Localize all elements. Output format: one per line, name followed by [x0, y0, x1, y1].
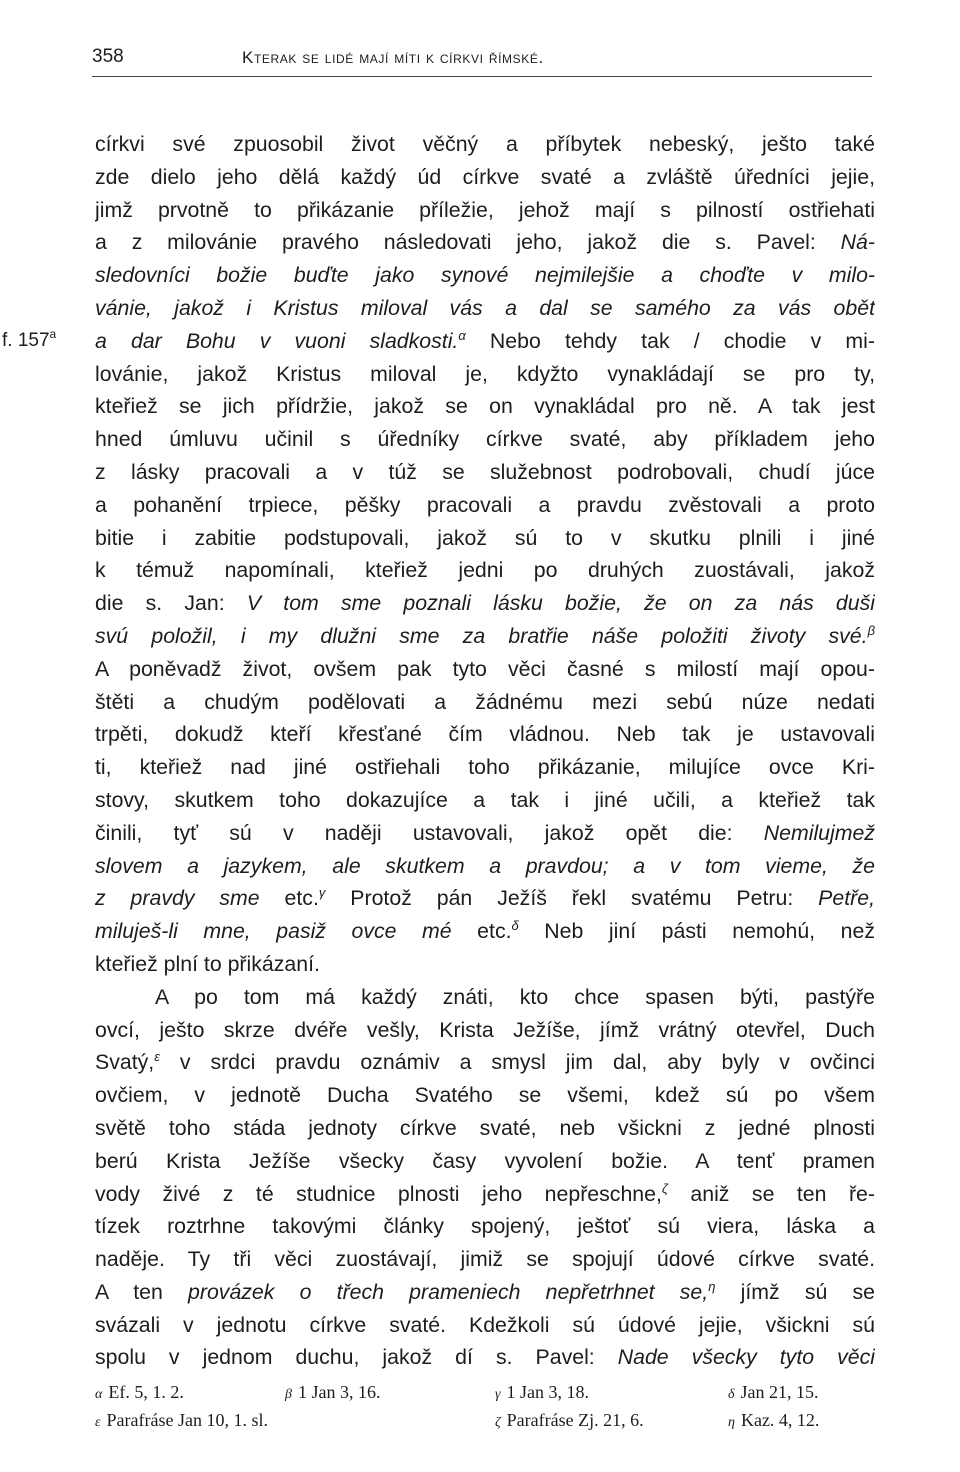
folio-side: a	[49, 326, 57, 341]
italic-quote: Nade všecky tyto věci	[617, 1345, 875, 1370]
footnote-marker: η	[708, 1278, 716, 1294]
text-run: naděje. Ty tři věci zuostávají, jimiž se spojují údové církve svaté.	[95, 1247, 875, 1272]
text-line	[95, 259, 875, 292]
footnote-marker: α	[458, 327, 466, 343]
italic-quote: provázek o třech prameniech nepřetrhnet se,	[188, 1279, 709, 1304]
text-line	[95, 226, 875, 259]
text-line	[95, 915, 875, 948]
text-line	[95, 554, 875, 587]
text-run: zde dielo jeho dělá každý úd církve svaté a zvláště úředníci jejie,	[95, 164, 875, 189]
italic-quote: svú položil, i my dlužni sme za bratřie náše položiti životy své.	[95, 623, 868, 648]
footnote-row	[95, 1378, 870, 1406]
italic-quote: a dar Bohu v vuoni sladkosti.	[95, 328, 459, 353]
text-run: bitie i zabitie podstupovali, jakož sú to v skutku plnili i jiné	[95, 525, 875, 550]
text-run: tízek roztrhne takovými články spojený, ještoť sú viera, láska a	[95, 1214, 875, 1239]
text-run: die s. Jan:	[95, 591, 247, 616]
text-run: hned úmluvu učinil s úředníky církve svaté, aby příkladem jeho	[95, 427, 875, 452]
footnote: η Kaz. 4, 12.	[728, 1410, 820, 1430]
text-line	[95, 161, 875, 194]
folio-number: f. 157	[2, 329, 50, 351]
text-run: štěti a chudým podělovati a žádnému mezi sebú núze nedati	[95, 689, 875, 714]
text-run: kteřiež plní to přikázaní.	[95, 951, 320, 976]
text-line	[95, 390, 875, 423]
footnote-marker: δ	[511, 918, 519, 934]
text-line	[95, 1210, 875, 1243]
text-line	[95, 948, 875, 981]
text-line	[95, 850, 875, 883]
text-run: spolu v jednom duchu, jakož dí s. Pavel:	[95, 1345, 618, 1370]
text-run: činili, tyť sú v naději ustavovali, jakož opět die:	[95, 820, 764, 845]
text-run: A poněvadž život, ovšem pak tyto věci časné s milostí mají opou-	[95, 656, 875, 681]
italic-quote: sledovníci božie buďte jako synové nejmilejšie a choďte v milo-	[95, 263, 875, 288]
footnote: ε Parafráse Jan 10, 1. sl.	[95, 1410, 268, 1430]
text-run: berú Krista Ježíše všecky časy vyvolení božie. A tenť pramen	[95, 1148, 875, 1173]
text-run: jímž sú se	[715, 1279, 875, 1304]
text-line	[95, 718, 875, 751]
italic-quote: Ná-	[840, 230, 875, 255]
text-line	[95, 1276, 875, 1309]
text-line	[95, 751, 875, 784]
text-run: vody živé z té studnice plnosti jeho nepřeschne,	[95, 1181, 662, 1206]
italic-quote: slovem a jazykem, ale skutkem a pravdou; a v tom vieme, že	[95, 853, 875, 878]
text-run: lovánie, jakož Kristus miloval je, kdyžto vynakládají se pro ty,	[95, 361, 875, 386]
header-rule	[92, 76, 872, 77]
text-line	[95, 1112, 875, 1145]
footnote-marker: γ	[318, 885, 326, 901]
italic-quote: V tom sme poznali lásku božie, že on za nás duši	[246, 591, 875, 616]
text-line	[95, 358, 875, 391]
text-run: a z milovánie pravého následovati jeho, jakož die s. Pavel:	[95, 230, 841, 255]
text-run: etc.	[259, 886, 319, 911]
text-run: stovy, skutkem toho dokazujíce a tak i jiné učili, a kteřiež tak	[95, 787, 875, 812]
text-run: církvi své zpuosobil život věčný a příbytek nebeský, ješto také	[95, 132, 875, 156]
folio-margin-note	[2, 325, 56, 359]
text-run: ovcí, ješto skrze dvéře vešly, Krista Ježíše, jímž vrátný otevřel, Duch	[95, 1017, 875, 1042]
text-run: k témuž napomínali, kteřiež jedni po druhých zuostávali, jakož	[95, 558, 875, 583]
text-line	[95, 1046, 875, 1079]
text-line	[95, 653, 875, 686]
text-run: ovčiem, v jednotě Ducha Svatého se všemi, kdež sú po všem	[95, 1083, 875, 1108]
text-line	[95, 686, 875, 719]
text-run: a pohanění trpiece, pěšky pracovali a pravdu zvěstovali a proto	[95, 492, 875, 517]
text-run: Svatý,	[95, 1050, 155, 1075]
text-run: v srdci pravdu oznámiv a smysl jim dal, aby byly v ovčinci	[159, 1050, 875, 1075]
text-line	[95, 882, 875, 915]
footnote-marker: β	[867, 622, 875, 638]
text-line	[95, 784, 875, 817]
page-header	[92, 40, 872, 76]
italic-quote: miluješ-li mne, pasiž ovce mé	[95, 919, 452, 944]
text-line	[95, 981, 875, 1014]
footnote: β 1 Jan 3, 16.	[285, 1382, 381, 1402]
text-line	[95, 1243, 875, 1276]
text-run: světě toho stáda jednoty církve svaté, neb všickni z jedné plnosti	[95, 1115, 875, 1140]
text-run: A po tom má každý znáti, kto chce spasen býti, pastýře	[155, 984, 875, 1009]
text-line	[95, 1309, 875, 1342]
footnote: ζ Parafráse Zj. 21, 6.	[495, 1410, 644, 1430]
text-run: svázali v jednotu církve svaté. Kdežkoli sú údové jejie, všickni sú	[95, 1312, 875, 1337]
text-line	[95, 817, 875, 850]
text-line	[95, 128, 875, 161]
footnote-marker: ζ	[661, 1180, 668, 1196]
page-number: 358	[92, 46, 124, 67]
text-line	[95, 1178, 875, 1211]
text-run: kteřiež se jich přídržie, jakož se on vynakládal pro ně. A tak jest	[95, 394, 875, 419]
text-line	[95, 194, 875, 227]
text-line	[95, 489, 875, 522]
italic-quote: Petře,	[818, 886, 875, 911]
text-run: Protož pán Ježíš řekl svatému Petru:	[325, 886, 819, 911]
italic-quote: Nemilujmež	[763, 820, 875, 845]
italic-quote: vánie, jakož i Kristus miloval vás a dal se samého za vás obět	[95, 295, 875, 320]
text-line	[95, 620, 875, 653]
footnote: α Ef. 5, 1. 2.	[95, 1382, 184, 1402]
text-run: A ten	[95, 1279, 189, 1304]
text-line	[95, 1145, 875, 1178]
body-text	[2, 128, 875, 1374]
footnote: γ 1 Jan 3, 18.	[495, 1382, 590, 1402]
text-line	[95, 522, 875, 555]
text-line	[95, 1341, 875, 1374]
footnote-row	[95, 1406, 870, 1434]
italic-quote: z pravdy sme	[95, 886, 260, 911]
text-line	[95, 1014, 875, 1047]
running-head: Kterak se lidé mají míti k církvi římské.	[242, 48, 544, 67]
text-line	[95, 1079, 875, 1112]
text-line	[95, 292, 875, 325]
text-line	[95, 587, 875, 620]
text-line	[95, 456, 875, 489]
text-line	[95, 423, 875, 456]
text-run: trpěti, dokudž kteří křesťané čím vládnou. Neb tak je ustavovali	[95, 722, 875, 747]
text-run: Neb jiní pásti nemohú, než	[518, 919, 875, 944]
text-run: ti, kteřiež nad jiné ostřiehali toho přikázanie, milujíce ovce Kri-	[95, 755, 875, 780]
footnote-marker: ε	[154, 1049, 160, 1065]
text-run: z lásky pracovali a v túž se služebnost podrobovali, chudí júce	[95, 459, 875, 484]
text-run: aniž se ten ře-	[667, 1181, 875, 1206]
footnote: δ Jan 21, 15.	[728, 1382, 819, 1402]
text-run: etc.	[451, 919, 512, 944]
text-line	[2, 325, 875, 358]
footnotes	[95, 1378, 870, 1434]
text-run: jimž prvotně to přikázanie příležie, jehož mají s pilností ostřiehati	[95, 197, 875, 222]
text-run: Nebo tehdy tak / chodie v mi-	[465, 328, 875, 353]
